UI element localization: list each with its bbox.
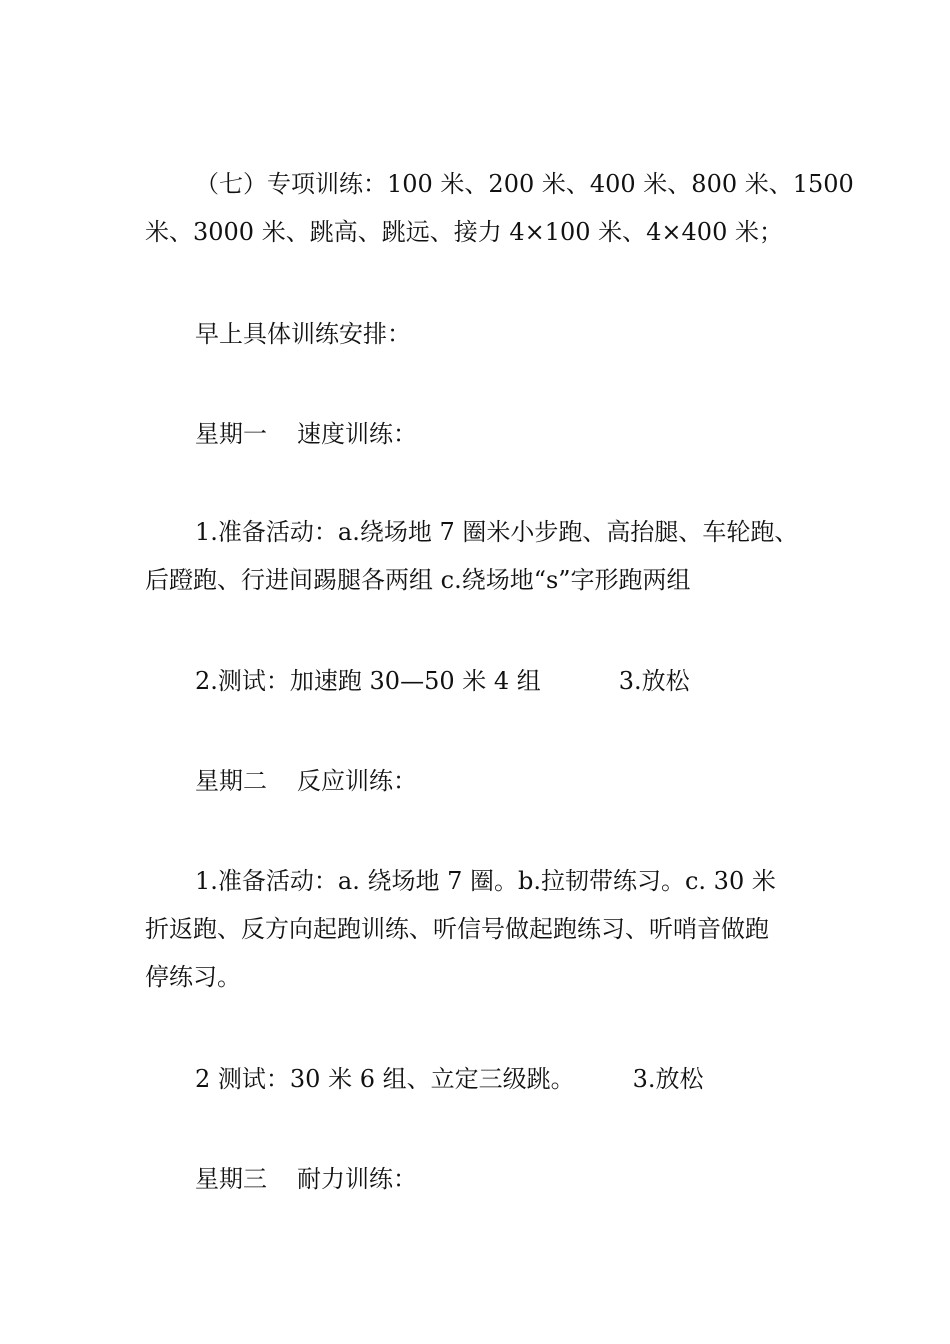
weekday-label: 星期三: [195, 1165, 267, 1193]
relax-item: 3.放松: [632, 1065, 704, 1093]
training-topic: 反应训练：: [297, 767, 417, 795]
text-line: 米、3000 米、跳高、跳远、接力 4×100 米、4×400 米；: [145, 218, 783, 246]
text-line: [145, 1055, 815, 1103]
text-line: [145, 757, 815, 805]
paragraph-monday-heading: [145, 410, 815, 458]
paragraph-wednesday-heading: [145, 1155, 815, 1203]
test-item: 2 测试：30 米 6 组、立定三级跳。: [195, 1065, 575, 1093]
weekday-label: 星期二: [195, 767, 267, 795]
text-line: [145, 1155, 815, 1203]
relax-item: 3.放松: [618, 667, 690, 695]
training-topic: 速度训练：: [297, 420, 417, 448]
text-line: 早上具体训练安排：: [195, 320, 411, 348]
text-line: 1.准备活动：a. 绕场地 7 圈。b.拉韧带练习。c. 30 米: [195, 867, 776, 895]
text-line: 后蹬跑、行进间踢腿各两组 c.绕场地“s”字形跑两组: [145, 566, 691, 594]
paragraph-tuesday-test: [145, 1055, 815, 1103]
paragraph-monday-warmup: [145, 508, 815, 604]
text-line: 折返跑、反方向起跑训练、听信号做起跑练习、听哨音做跑: [145, 915, 769, 943]
test-item: 2.测试：加速跑 30—50 米 4 组: [195, 667, 541, 695]
paragraph-tuesday-heading: [145, 757, 815, 805]
text-line: （七）专项训练：100 米、200 米、400 米、800 米、1500: [195, 170, 854, 198]
paragraph-special-training: [145, 160, 854, 256]
paragraph-monday-test: [145, 657, 815, 705]
paragraph-morning-schedule-heading: [145, 310, 815, 358]
training-topic: 耐力训练：: [297, 1165, 417, 1193]
text-line: [145, 410, 815, 458]
weekday-label: 星期一: [195, 420, 267, 448]
text-line: 停练习。: [145, 963, 241, 991]
text-line: [145, 657, 815, 705]
text-line: 1.准备活动：a.绕场地 7 圈米小步跑、高抬腿、车轮跑、: [195, 518, 799, 546]
paragraph-tuesday-warmup: [145, 857, 815, 1001]
